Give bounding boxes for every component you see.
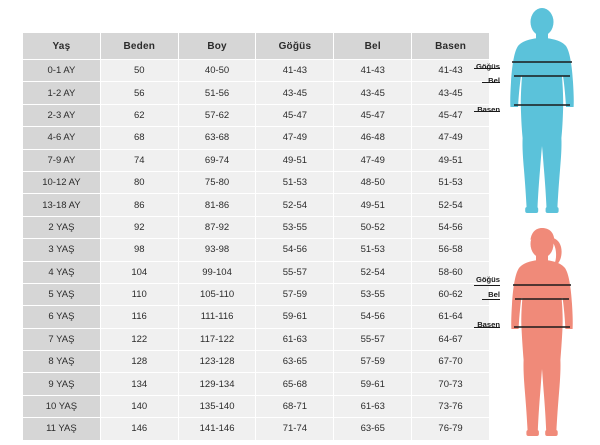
cell-boy: 87-92 — [178, 216, 256, 238]
cell-boy: 129-134 — [178, 373, 256, 395]
cell-bel: 59-61 — [334, 373, 412, 395]
cell-bel: 53-55 — [334, 283, 412, 305]
cell-boy: 75-80 — [178, 171, 256, 193]
cell-basen: 60-62 — [412, 283, 490, 305]
cell-age: 7-9 AY — [23, 149, 101, 171]
cell-beden: 74 — [100, 149, 178, 171]
cell-beden: 122 — [100, 328, 178, 350]
cell-age: 4 YAŞ — [23, 261, 101, 283]
cell-basen: 61-64 — [412, 306, 490, 328]
cell-age: 4-6 AY — [23, 127, 101, 149]
cell-basen: 64-67 — [412, 328, 490, 350]
cell-basen: 49-51 — [412, 149, 490, 171]
table-row — [23, 239, 490, 261]
cell-bel: 61-63 — [334, 395, 412, 417]
cell-bel: 43-45 — [334, 82, 412, 104]
cell-beden: 86 — [100, 194, 178, 216]
cell-beden: 134 — [100, 373, 178, 395]
table-body — [23, 60, 490, 441]
girl-chest-label: Göğüs — [475, 275, 500, 284]
cell-bel: 41-43 — [334, 60, 412, 82]
cell-gogus: 45-47 — [256, 104, 334, 126]
boy-chest-label: Göğüs — [475, 62, 500, 71]
cell-bel: 57-59 — [334, 351, 412, 373]
cell-beden: 146 — [100, 418, 178, 440]
table-row — [23, 82, 490, 104]
girl-figure — [492, 228, 600, 440]
cell-age: 0-1 AY — [23, 60, 101, 82]
cell-bel: 54-56 — [334, 306, 412, 328]
cell-age: 2 YAŞ — [23, 216, 101, 238]
cell-gogus: 41-43 — [256, 60, 334, 82]
cell-beden: 140 — [100, 395, 178, 417]
cell-beden: 68 — [100, 127, 178, 149]
cell-bel: 47-49 — [334, 149, 412, 171]
col-header-bel: Bel — [334, 33, 412, 60]
boy-hip-label: Basen — [477, 105, 500, 114]
cell-beden: 98 — [100, 239, 178, 261]
girl-chest-leader — [474, 285, 500, 286]
cell-bel: 48-50 — [334, 171, 412, 193]
table-row — [23, 60, 490, 82]
table-row — [23, 149, 490, 171]
cell-basen: 76-79 — [412, 418, 490, 440]
boy-waist-label: Bel — [488, 76, 500, 85]
cell-gogus: 47-49 — [256, 127, 334, 149]
col-header-age: Yaş — [23, 33, 101, 60]
size-table-container — [22, 32, 490, 441]
cell-gogus: 59-61 — [256, 306, 334, 328]
cell-basen: 45-47 — [412, 104, 490, 126]
table-row — [23, 373, 490, 395]
cell-gogus: 65-68 — [256, 373, 334, 395]
col-header-beden: Beden — [100, 33, 178, 60]
table-header-row — [23, 33, 490, 60]
cell-gogus: 55-57 — [256, 261, 334, 283]
table-row — [23, 194, 490, 216]
cell-beden: 110 — [100, 283, 178, 305]
table-row — [23, 127, 490, 149]
cell-age: 10-12 AY — [23, 171, 101, 193]
cell-boy: 63-68 — [178, 127, 256, 149]
col-header-gogus: Göğüs — [256, 33, 334, 60]
boy-figure — [492, 6, 600, 216]
cell-age: 13-18 AY — [23, 194, 101, 216]
cell-gogus: 61-63 — [256, 328, 334, 350]
cell-boy: 111-116 — [178, 306, 256, 328]
cell-age: 7 YAŞ — [23, 328, 101, 350]
girl-waist-label: Bel — [488, 290, 500, 299]
girl-silhouette-icon — [492, 228, 600, 440]
cell-beden: 50 — [100, 60, 178, 82]
cell-gogus: 49-51 — [256, 149, 334, 171]
table-row — [23, 328, 490, 350]
cell-boy: 99-104 — [178, 261, 256, 283]
table-row — [23, 418, 490, 440]
cell-age: 2-3 AY — [23, 104, 101, 126]
col-header-basen: Basen — [412, 33, 490, 60]
table-row — [23, 216, 490, 238]
cell-age: 11 YAŞ — [23, 418, 101, 440]
cell-gogus: 68-71 — [256, 395, 334, 417]
cell-boy: 81-86 — [178, 194, 256, 216]
table-row — [23, 351, 490, 373]
cell-age: 10 YAŞ — [23, 395, 101, 417]
table-row — [23, 261, 490, 283]
cell-beden: 80 — [100, 171, 178, 193]
cell-basen: 56-58 — [412, 239, 490, 261]
table-row — [23, 395, 490, 417]
cell-boy: 135-140 — [178, 395, 256, 417]
cell-boy: 93-98 — [178, 239, 256, 261]
cell-boy: 40-50 — [178, 60, 256, 82]
cell-beden: 128 — [100, 351, 178, 373]
cell-bel: 45-47 — [334, 104, 412, 126]
cell-gogus: 52-54 — [256, 194, 334, 216]
cell-boy: 51-56 — [178, 82, 256, 104]
cell-age: 1-2 AY — [23, 82, 101, 104]
girl-waist-leader — [482, 299, 500, 300]
cell-basen: 47-49 — [412, 127, 490, 149]
cell-gogus: 57-59 — [256, 283, 334, 305]
cell-age: 3 YAŞ — [23, 239, 101, 261]
table-header — [23, 33, 490, 60]
cell-boy: 141-146 — [178, 418, 256, 440]
cell-age: 6 YAŞ — [23, 306, 101, 328]
cell-beden: 56 — [100, 82, 178, 104]
table-row — [23, 283, 490, 305]
cell-bel: 50-52 — [334, 216, 412, 238]
cell-bel: 63-65 — [334, 418, 412, 440]
cell-basen: 52-54 — [412, 194, 490, 216]
cell-gogus: 71-74 — [256, 418, 334, 440]
cell-gogus: 51-53 — [256, 171, 334, 193]
cell-boy: 69-74 — [178, 149, 256, 171]
col-header-boy: Boy — [178, 33, 256, 60]
girl-hip-label: Basen — [477, 320, 500, 329]
cell-bel: 49-51 — [334, 194, 412, 216]
cell-gogus: 53-55 — [256, 216, 334, 238]
cell-basen: 70-73 — [412, 373, 490, 395]
cell-age: 8 YAŞ — [23, 351, 101, 373]
cell-basen: 51-53 — [412, 171, 490, 193]
cell-bel: 46-48 — [334, 127, 412, 149]
cell-gogus: 54-56 — [256, 239, 334, 261]
cell-basen: 58-60 — [412, 261, 490, 283]
cell-beden: 62 — [100, 104, 178, 126]
table-row — [23, 171, 490, 193]
cell-boy: 123-128 — [178, 351, 256, 373]
cell-age: 5 YAŞ — [23, 283, 101, 305]
body-figures — [475, 0, 600, 445]
cell-bel: 55-57 — [334, 328, 412, 350]
cell-basen: 67-70 — [412, 351, 490, 373]
cell-beden: 116 — [100, 306, 178, 328]
cell-bel: 51-53 — [334, 239, 412, 261]
cell-bel: 52-54 — [334, 261, 412, 283]
cell-gogus: 63-65 — [256, 351, 334, 373]
cell-gogus: 43-45 — [256, 82, 334, 104]
cell-boy: 105-110 — [178, 283, 256, 305]
cell-basen: 43-45 — [412, 82, 490, 104]
boy-silhouette-icon — [492, 6, 600, 216]
cell-basen: 54-56 — [412, 216, 490, 238]
cell-age: 9 YAŞ — [23, 373, 101, 395]
cell-boy: 57-62 — [178, 104, 256, 126]
cell-basen: 41-43 — [412, 60, 490, 82]
table-row — [23, 306, 490, 328]
cell-boy: 117-122 — [178, 328, 256, 350]
cell-basen: 73-76 — [412, 395, 490, 417]
size-table — [22, 32, 490, 441]
table-row — [23, 104, 490, 126]
cell-beden: 104 — [100, 261, 178, 283]
cell-beden: 92 — [100, 216, 178, 238]
